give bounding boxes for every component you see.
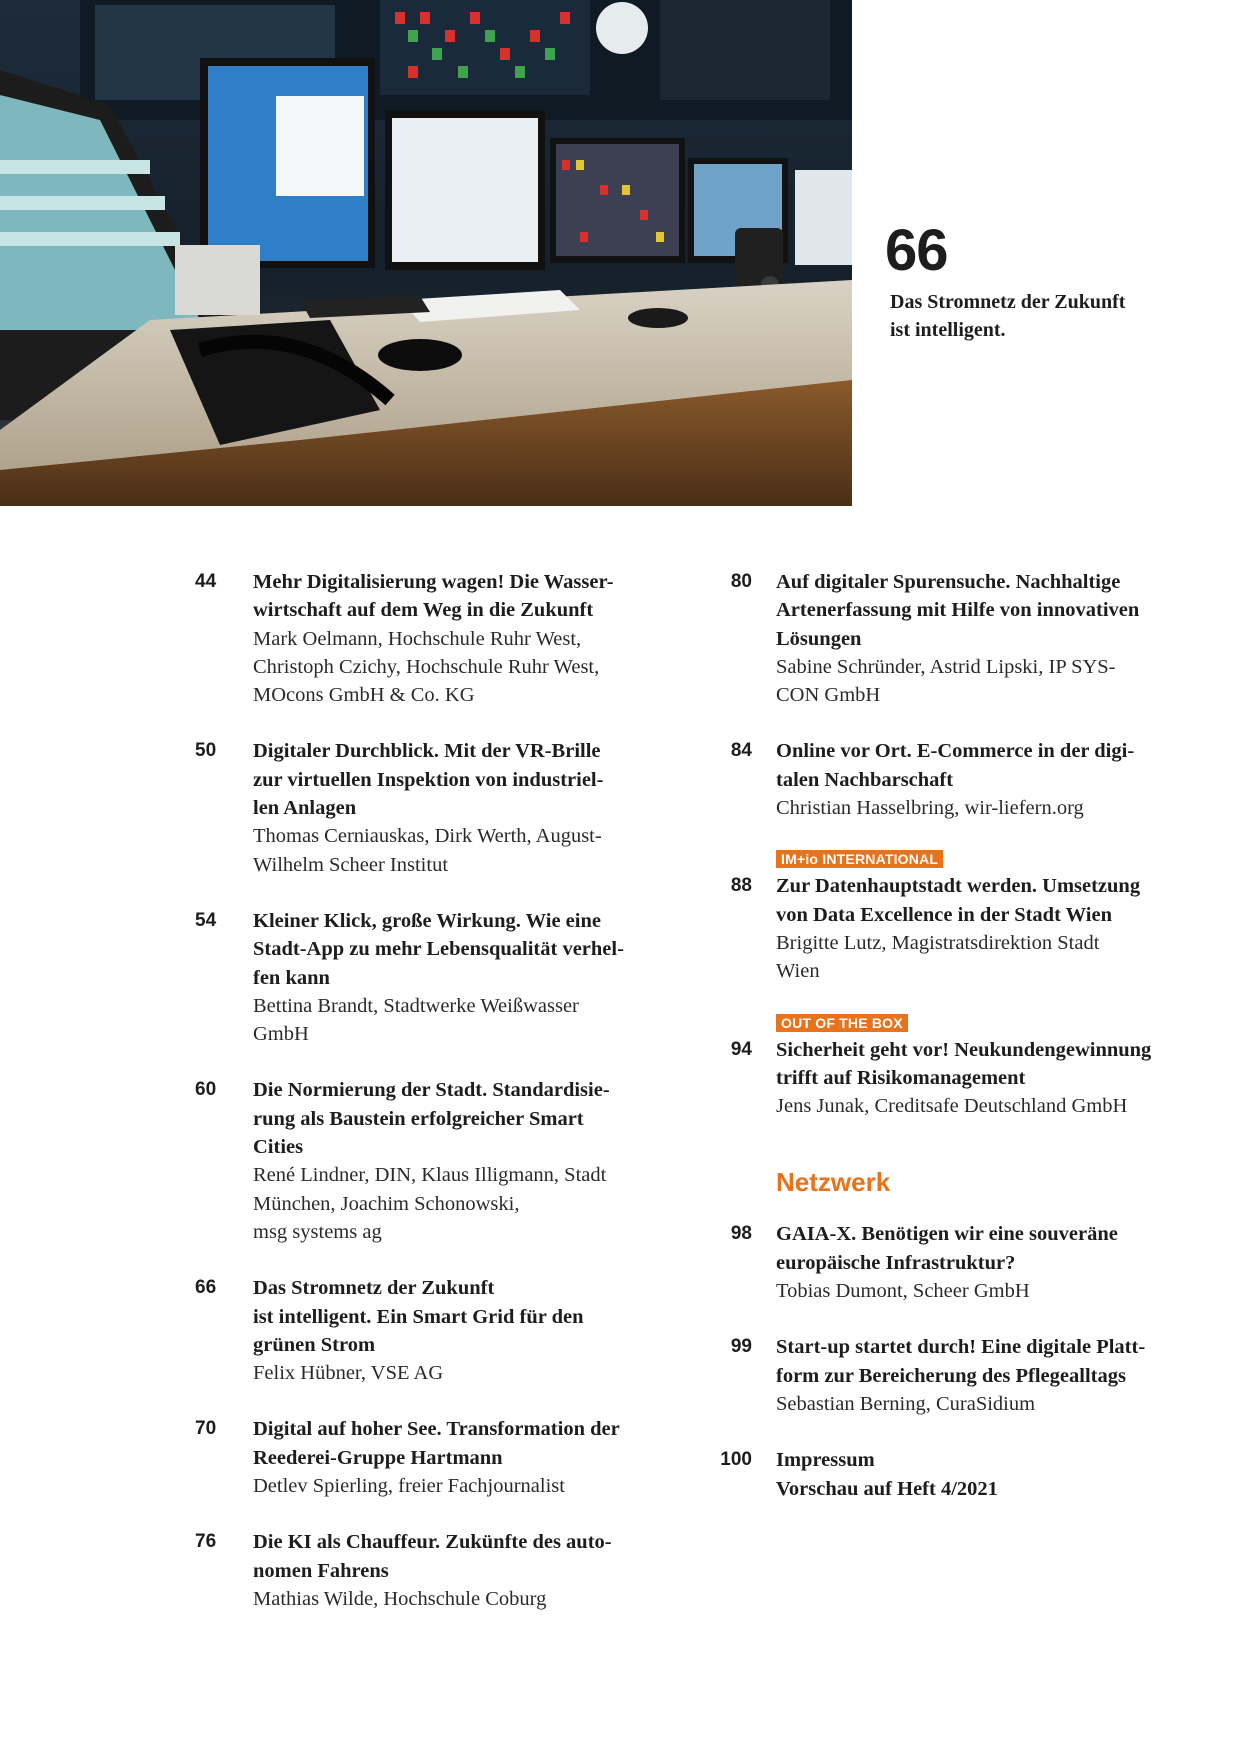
- article-title: Auf digitaler Spurensuche. Nachhaltige Artenerfassung mit Hilfe von innovativen Lösungen: [776, 571, 1140, 650]
- page-number: 88: [730, 875, 752, 897]
- hero-page-number: 66: [885, 218, 948, 283]
- page-number: 50: [195, 740, 217, 762]
- article-title: Die Normierung der Stadt. Standardisie- rung als Baustein erfolgreicher Smart Cities: [253, 1079, 610, 1159]
- toc-entry[interactable]: [195, 737, 655, 878]
- article-authors: Mathias Wilde, Hochschule Coburg: [253, 1587, 547, 1610]
- page-number: 44: [195, 571, 217, 592]
- toc-entry[interactable]: [718, 568, 1198, 709]
- page-number: 70: [195, 1418, 217, 1440]
- toc-entry[interactable]: [195, 568, 655, 709]
- article-title: Impressum Vorschau auf Heft 4/2021: [776, 1449, 998, 1500]
- page-number: 84: [730, 740, 752, 762]
- hero-caption: Das Stromnetz der Zukunft ist intelligent.: [890, 291, 1126, 341]
- section-tag-international: IM+io INTERNATIONAL: [776, 850, 943, 868]
- article-authors: Thomas Cerniauskas, Dirk Werth, August- Wilhelm Scheer Institut: [253, 825, 602, 876]
- article-authors: Christian Hasselbring, wir-liefern.org: [776, 797, 1084, 820]
- article-title: Mehr Digitalisierung wagen! Die Wasser- wirtschaft auf dem Weg in die Zukunft: [253, 571, 614, 622]
- toc-entry[interactable]: [195, 1076, 655, 1246]
- article-title: Die KI als Chauffeur. Zukünfte des auto- nomen Fahrens: [253, 1531, 612, 1582]
- control-room-photo: [0, 0, 852, 506]
- article-title: Kleiner Klick, große Wirkung. Wie eine Stadt-App zu mehr Lebensqualität verhel- fen kann: [253, 909, 624, 989]
- page-number: 66: [195, 1277, 217, 1299]
- article-title: Digital auf hoher See. Transformation der Reederei-Gruppe Hartmann: [253, 1418, 620, 1469]
- page-number: 98: [730, 1223, 752, 1245]
- toc-left-column: [195, 568, 655, 1641]
- article-authors: Sebastian Berning, CuraSidium: [776, 1392, 1036, 1415]
- article-title: Zur Datenhauptstadt werden. Umsetzung von Data Excellence in der Stadt Wien: [776, 875, 1141, 926]
- article-authors: Jens Junak, Creditsafe Deutschland GmbH: [776, 1095, 1128, 1118]
- toc-entry[interactable]: [718, 1333, 1198, 1418]
- page-number: 99: [730, 1336, 752, 1358]
- page-number: 60: [195, 1079, 217, 1101]
- article-authors: Bettina Brandt, Stadtwerke Weißwasser GmbH: [253, 994, 579, 1046]
- toc-entry[interactable]: [718, 1220, 1198, 1305]
- page-number: 94: [730, 1038, 752, 1060]
- article-title: Sicherheit geht vor! Neukundengewinnung trifft auf Risikomanagement: [776, 1038, 1152, 1089]
- article-title: GAIA-X. Benötigen wir eine souveräne europäische Infrastruktur?: [776, 1223, 1118, 1274]
- toc-right-column: [718, 568, 1198, 1531]
- toc-entry[interactable]: [195, 1528, 655, 1613]
- toc-entry[interactable]: [195, 1415, 655, 1500]
- article-title: Start-up startet durch! Eine digitale Platt- form zur Bereicherung des Pflegealltags: [776, 1336, 1146, 1387]
- control-room-illustration: [0, 0, 852, 506]
- toc-entry[interactable]: [718, 872, 1198, 985]
- page-number: 100: [720, 1449, 752, 1471]
- article-authors: Mark Oelmann, Hochschule Ruhr West, Christoph Czichy, Hochschule Ruhr West, MOcons GmbH & Co. KG: [253, 627, 600, 707]
- page-number: 80: [730, 571, 752, 592]
- page-number: 54: [195, 909, 217, 931]
- article-authors: Felix Hübner, VSE AG: [253, 1362, 444, 1385]
- toc-entry[interactable]: [718, 1036, 1198, 1121]
- section-heading-netzwerk: Netzwerk: [776, 1167, 891, 1198]
- toc-entry[interactable]: [195, 907, 655, 1048]
- article-title: Online vor Ort. E-Commerce in der digi- talen Nachbarschaft: [776, 740, 1135, 791]
- article-authors: René Lindner, DIN, Klaus Illigmann, Stadt München, Joachim Schonowski, msg systems ag: [253, 1164, 607, 1243]
- toc-entry[interactable]: [718, 737, 1198, 822]
- article-authors: Detlev Spierling, freier Fachjournalist: [253, 1475, 565, 1498]
- page-number: 76: [195, 1531, 217, 1553]
- toc-entry[interactable]: [718, 1446, 1198, 1503]
- article-authors: Brigitte Lutz, Magistratsdirektion Stadt Wien: [776, 931, 1100, 983]
- article-authors: Tobias Dumont, Scheer GmbH: [776, 1280, 1030, 1303]
- section-tag-out-of-the-box: OUT OF THE BOX: [776, 1014, 908, 1032]
- article-authors: Sabine Schründer, Astrid Lipski, IP SYS- CON GmbH: [776, 655, 1116, 707]
- article-title: Digitaler Durchblick. Mit der VR-Brille zur virtuellen Inspektion von industriel- len Anlagen: [253, 740, 604, 820]
- toc-entry[interactable]: [195, 1274, 655, 1387]
- article-title: Das Stromnetz der Zukunft ist intelligent. Ein Smart Grid für den grünen Strom: [253, 1277, 584, 1356]
